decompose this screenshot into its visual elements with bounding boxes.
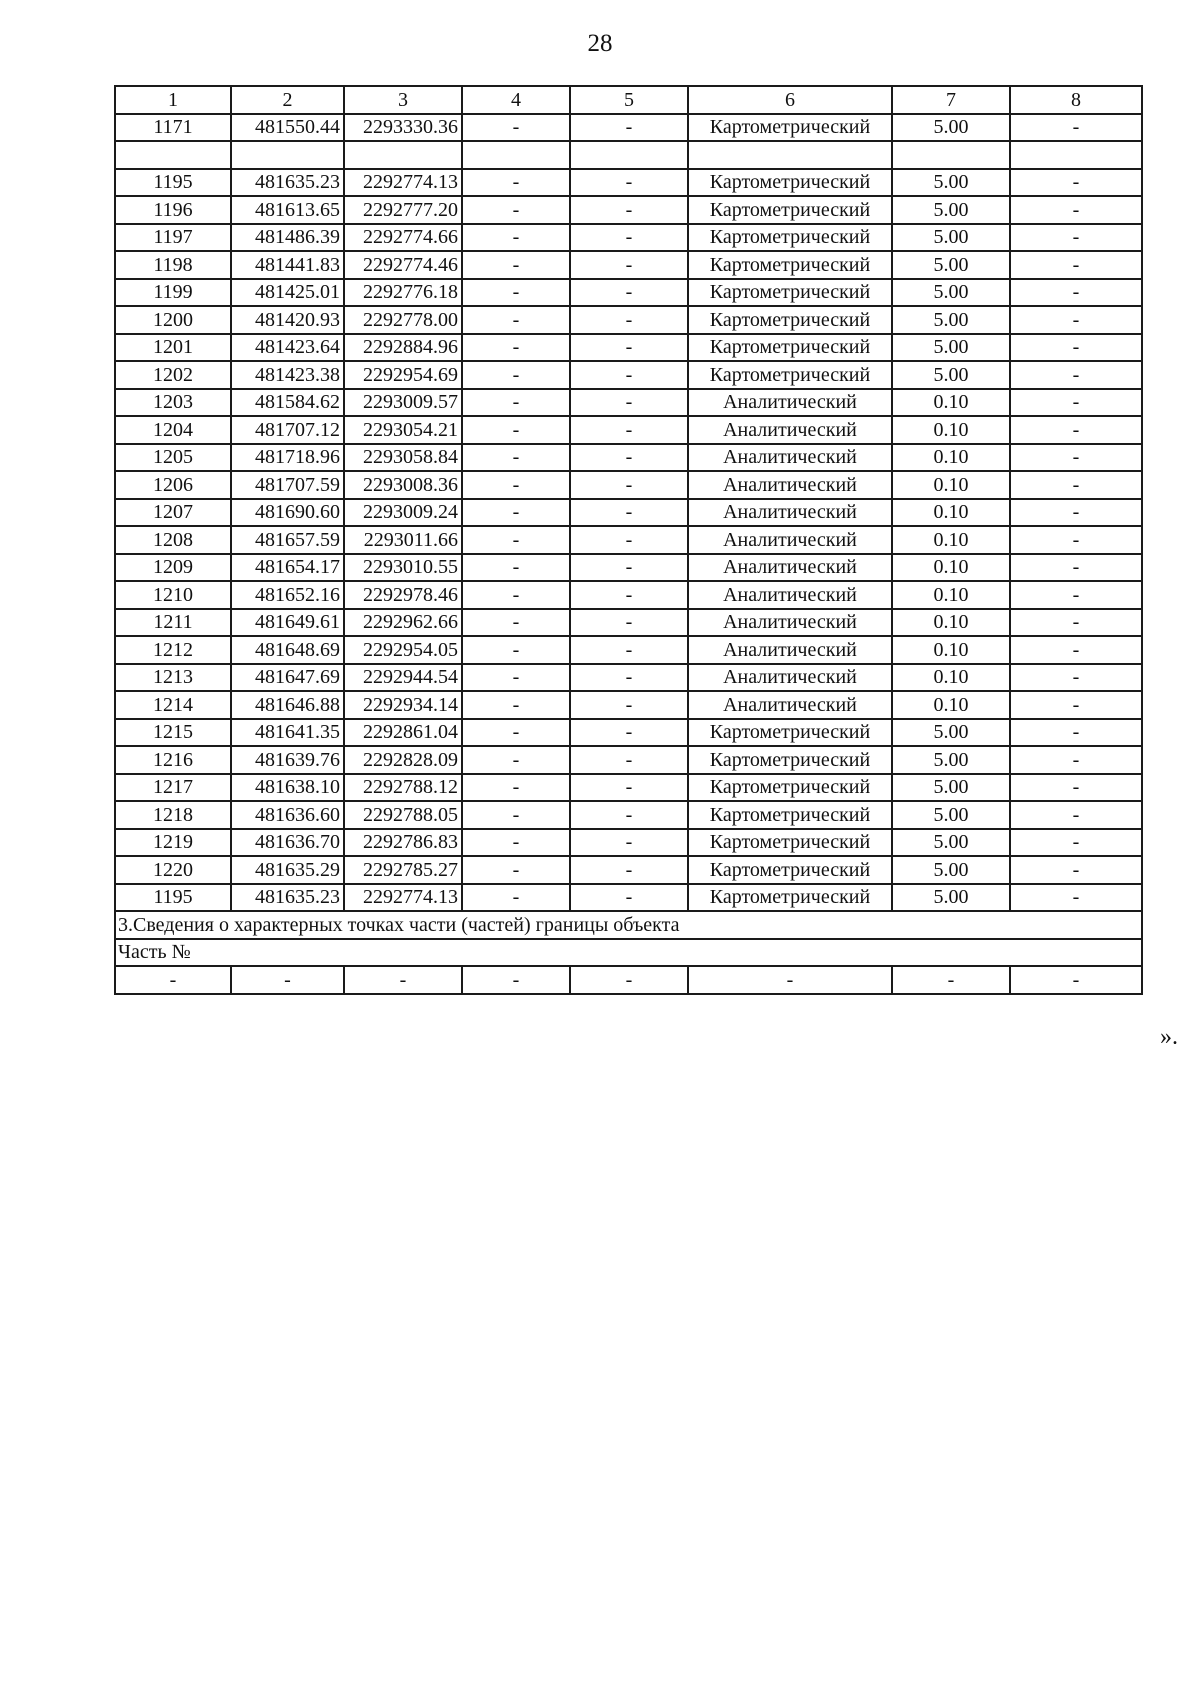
x-coordinate-cell: 481639.76 bbox=[231, 746, 344, 774]
col4-cell: - bbox=[462, 114, 570, 142]
col4-cell: - bbox=[462, 664, 570, 692]
accuracy-cell: 0.10 bbox=[892, 526, 1010, 554]
col5-cell: - bbox=[570, 279, 688, 307]
col5-cell: - bbox=[570, 196, 688, 224]
col4-cell: - bbox=[462, 884, 570, 912]
final-row-cell: - bbox=[115, 966, 231, 994]
x-coordinate-cell: 481550.44 bbox=[231, 114, 344, 142]
y-coordinate-cell: 2292828.09 bbox=[344, 746, 462, 774]
col5-cell: - bbox=[570, 636, 688, 664]
col4-cell: - bbox=[462, 169, 570, 197]
y-coordinate-cell: 2292884.96 bbox=[344, 334, 462, 362]
y-coordinate-cell: 2292944.54 bbox=[344, 664, 462, 692]
col8-cell: - bbox=[1010, 719, 1142, 747]
col4-cell: - bbox=[462, 801, 570, 829]
col8-cell: - bbox=[1010, 664, 1142, 692]
col8-cell: - bbox=[1010, 554, 1142, 582]
col5-cell: - bbox=[570, 746, 688, 774]
accuracy-cell: 5.00 bbox=[892, 884, 1010, 912]
accuracy-cell: 5.00 bbox=[892, 361, 1010, 389]
col5-cell: - bbox=[570, 691, 688, 719]
point-number-cell: 1213 bbox=[115, 664, 231, 692]
x-coordinate-cell: 481707.59 bbox=[231, 471, 344, 499]
y-coordinate-cell: 2292774.13 bbox=[344, 884, 462, 912]
table-row bbox=[115, 196, 1142, 224]
col8-cell: - bbox=[1010, 609, 1142, 637]
method-cell: Картометрический bbox=[688, 224, 892, 252]
point-number-cell: 1209 bbox=[115, 554, 231, 582]
table-row bbox=[115, 691, 1142, 719]
x-coordinate-cell: 481647.69 bbox=[231, 664, 344, 692]
table-row bbox=[115, 169, 1142, 197]
table-row bbox=[115, 801, 1142, 829]
accuracy-cell: 5.00 bbox=[892, 719, 1010, 747]
col8-cell: - bbox=[1010, 526, 1142, 554]
col4-cell: - bbox=[462, 856, 570, 884]
x-coordinate-cell: 481441.83 bbox=[231, 251, 344, 279]
point-number-cell: 1204 bbox=[115, 416, 231, 444]
col4-cell: - bbox=[462, 471, 570, 499]
accuracy-cell: 0.10 bbox=[892, 664, 1010, 692]
x-coordinate-cell: 481425.01 bbox=[231, 279, 344, 307]
method-cell: Картометрический bbox=[688, 334, 892, 362]
x-coordinate-cell: 481584.62 bbox=[231, 389, 344, 417]
method-cell: Картометрический bbox=[688, 746, 892, 774]
x-coordinate-cell: 481648.69 bbox=[231, 636, 344, 664]
col4-cell: - bbox=[462, 719, 570, 747]
col5-cell: - bbox=[570, 334, 688, 362]
y-coordinate-cell: 2292954.05 bbox=[344, 636, 462, 664]
col8-cell: - bbox=[1010, 856, 1142, 884]
col5-cell: - bbox=[570, 224, 688, 252]
col4-cell bbox=[462, 141, 570, 169]
point-number-cell: 1197 bbox=[115, 224, 231, 252]
method-cell: Аналитический bbox=[688, 664, 892, 692]
accuracy-cell: 0.10 bbox=[892, 471, 1010, 499]
accuracy-cell: 0.10 bbox=[892, 691, 1010, 719]
accuracy-cell: 0.10 bbox=[892, 416, 1010, 444]
method-cell: Картометрический bbox=[688, 856, 892, 884]
method-cell: Аналитический bbox=[688, 554, 892, 582]
table-row bbox=[115, 251, 1142, 279]
table-row bbox=[115, 306, 1142, 334]
header-cell: 2 bbox=[231, 86, 344, 114]
accuracy-cell: 0.10 bbox=[892, 554, 1010, 582]
point-number-cell: 1206 bbox=[115, 471, 231, 499]
accuracy-cell: 5.00 bbox=[892, 306, 1010, 334]
table-row bbox=[115, 609, 1142, 637]
col8-cell: - bbox=[1010, 884, 1142, 912]
table-row bbox=[115, 279, 1142, 307]
y-coordinate-cell: 2293330.36 bbox=[344, 114, 462, 142]
col4-cell: - bbox=[462, 691, 570, 719]
col8-cell: - bbox=[1010, 691, 1142, 719]
table-row bbox=[115, 334, 1142, 362]
y-coordinate-cell: 2292776.18 bbox=[344, 279, 462, 307]
accuracy-cell: 5.00 bbox=[892, 224, 1010, 252]
method-cell: Аналитический bbox=[688, 581, 892, 609]
col4-cell: - bbox=[462, 279, 570, 307]
col5-cell: - bbox=[570, 251, 688, 279]
y-coordinate-cell bbox=[344, 141, 462, 169]
col5-cell: - bbox=[570, 361, 688, 389]
x-coordinate-cell: 481636.60 bbox=[231, 801, 344, 829]
accuracy-cell: 5.00 bbox=[892, 334, 1010, 362]
point-number-cell: 1219 bbox=[115, 829, 231, 857]
table-row bbox=[115, 719, 1142, 747]
final-row-cell: - bbox=[231, 966, 344, 994]
y-coordinate-cell: 2292978.46 bbox=[344, 581, 462, 609]
point-number-cell: 1212 bbox=[115, 636, 231, 664]
accuracy-cell: 0.10 bbox=[892, 444, 1010, 472]
col5-cell bbox=[570, 141, 688, 169]
method-cell: Картометрический bbox=[688, 114, 892, 142]
col5-cell: - bbox=[570, 609, 688, 637]
method-cell: Картометрический bbox=[688, 361, 892, 389]
col4-cell: - bbox=[462, 306, 570, 334]
col4-cell: - bbox=[462, 526, 570, 554]
header-cell: 3 bbox=[344, 86, 462, 114]
method-cell: Аналитический bbox=[688, 471, 892, 499]
x-coordinate-cell: 481613.65 bbox=[231, 196, 344, 224]
col8-cell: - bbox=[1010, 581, 1142, 609]
closing-quote-mark: ». bbox=[1160, 1024, 1178, 1050]
col5-cell: - bbox=[570, 664, 688, 692]
point-number-cell: 1216 bbox=[115, 746, 231, 774]
table-row bbox=[115, 746, 1142, 774]
accuracy-cell: 0.10 bbox=[892, 389, 1010, 417]
accuracy-cell bbox=[892, 141, 1010, 169]
y-coordinate-cell: 2292778.00 bbox=[344, 306, 462, 334]
header-cell: 4 bbox=[462, 86, 570, 114]
y-coordinate-cell: 2293011.66 bbox=[344, 526, 462, 554]
col8-cell: - bbox=[1010, 361, 1142, 389]
point-number-cell: 1218 bbox=[115, 801, 231, 829]
col5-cell: - bbox=[570, 801, 688, 829]
col5-cell: - bbox=[570, 856, 688, 884]
y-coordinate-cell: 2293009.24 bbox=[344, 499, 462, 527]
col4-cell: - bbox=[462, 554, 570, 582]
x-coordinate-cell: 481641.35 bbox=[231, 719, 344, 747]
table-row bbox=[115, 141, 1142, 169]
method-cell: Аналитический bbox=[688, 444, 892, 472]
point-number-cell: 1211 bbox=[115, 609, 231, 637]
y-coordinate-cell: 2293010.55 bbox=[344, 554, 462, 582]
header-cell: 8 bbox=[1010, 86, 1142, 114]
table-header-row bbox=[115, 86, 1142, 114]
col5-cell: - bbox=[570, 389, 688, 417]
x-coordinate-cell: 481652.16 bbox=[231, 581, 344, 609]
final-row-cell: - bbox=[570, 966, 688, 994]
x-coordinate-cell: 481635.29 bbox=[231, 856, 344, 884]
point-number-cell: 1210 bbox=[115, 581, 231, 609]
x-coordinate-cell: 481635.23 bbox=[231, 884, 344, 912]
header-cell: 6 bbox=[688, 86, 892, 114]
accuracy-cell: 0.10 bbox=[892, 636, 1010, 664]
table-row bbox=[115, 664, 1142, 692]
point-number-cell: 1207 bbox=[115, 499, 231, 527]
page-number: 28 bbox=[587, 30, 613, 57]
y-coordinate-cell: 2292774.46 bbox=[344, 251, 462, 279]
final-row bbox=[115, 966, 1142, 994]
y-coordinate-cell: 2292861.04 bbox=[344, 719, 462, 747]
table-row bbox=[115, 774, 1142, 802]
method-cell: Аналитический bbox=[688, 691, 892, 719]
col5-cell: - bbox=[570, 499, 688, 527]
point-number-cell: 1199 bbox=[115, 279, 231, 307]
point-number-cell: 1215 bbox=[115, 719, 231, 747]
col8-cell: - bbox=[1010, 416, 1142, 444]
method-cell: Картометрический bbox=[688, 719, 892, 747]
x-coordinate-cell: 481423.38 bbox=[231, 361, 344, 389]
x-coordinate-cell: 481423.64 bbox=[231, 334, 344, 362]
col5-cell: - bbox=[570, 526, 688, 554]
point-number-cell: 1205 bbox=[115, 444, 231, 472]
col4-cell: - bbox=[462, 636, 570, 664]
x-coordinate-cell: 481486.39 bbox=[231, 224, 344, 252]
y-coordinate-cell: 2293008.36 bbox=[344, 471, 462, 499]
col5-cell: - bbox=[570, 774, 688, 802]
method-cell: Аналитический bbox=[688, 636, 892, 664]
accuracy-cell: 0.10 bbox=[892, 609, 1010, 637]
final-row-cell: - bbox=[344, 966, 462, 994]
table-row bbox=[115, 114, 1142, 142]
col8-cell: - bbox=[1010, 801, 1142, 829]
accuracy-cell: 5.00 bbox=[892, 774, 1010, 802]
accuracy-cell: 5.00 bbox=[892, 801, 1010, 829]
col4-cell: - bbox=[462, 389, 570, 417]
table-row bbox=[115, 554, 1142, 582]
point-number-cell: 1196 bbox=[115, 196, 231, 224]
table-row bbox=[115, 636, 1142, 664]
col8-cell: - bbox=[1010, 224, 1142, 252]
point-number-cell: 1208 bbox=[115, 526, 231, 554]
point-number-cell: 1201 bbox=[115, 334, 231, 362]
table-row bbox=[115, 361, 1142, 389]
y-coordinate-cell: 2292788.12 bbox=[344, 774, 462, 802]
y-coordinate-cell: 2292788.05 bbox=[344, 801, 462, 829]
y-coordinate-cell: 2292934.14 bbox=[344, 691, 462, 719]
col5-cell: - bbox=[570, 884, 688, 912]
table-row bbox=[115, 884, 1142, 912]
col4-cell: - bbox=[462, 334, 570, 362]
col8-cell: - bbox=[1010, 774, 1142, 802]
col4-cell: - bbox=[462, 251, 570, 279]
col8-cell: - bbox=[1010, 279, 1142, 307]
table-row bbox=[115, 526, 1142, 554]
table-body bbox=[115, 86, 1142, 994]
accuracy-cell: 5.00 bbox=[892, 829, 1010, 857]
x-coordinate-cell: 481657.59 bbox=[231, 526, 344, 554]
method-cell bbox=[688, 141, 892, 169]
x-coordinate-cell: 481654.17 bbox=[231, 554, 344, 582]
method-cell: Аналитический bbox=[688, 499, 892, 527]
col4-cell: - bbox=[462, 444, 570, 472]
col8-cell: - bbox=[1010, 196, 1142, 224]
coordinates-table bbox=[114, 85, 1143, 995]
col8-cell: - bbox=[1010, 746, 1142, 774]
col4-cell: - bbox=[462, 416, 570, 444]
y-coordinate-cell: 2292785.27 bbox=[344, 856, 462, 884]
y-coordinate-cell: 2292774.66 bbox=[344, 224, 462, 252]
y-coordinate-cell: 2293009.57 bbox=[344, 389, 462, 417]
col5-cell: - bbox=[570, 306, 688, 334]
x-coordinate-cell: 481420.93 bbox=[231, 306, 344, 334]
method-cell: Аналитический bbox=[688, 609, 892, 637]
col4-cell: - bbox=[462, 361, 570, 389]
point-number-cell: 1200 bbox=[115, 306, 231, 334]
col8-cell: - bbox=[1010, 444, 1142, 472]
col5-cell: - bbox=[570, 444, 688, 472]
col8-cell: - bbox=[1010, 389, 1142, 417]
table-row bbox=[115, 224, 1142, 252]
y-coordinate-cell: 2292962.66 bbox=[344, 609, 462, 637]
point-number-cell: 1220 bbox=[115, 856, 231, 884]
method-cell: Аналитический bbox=[688, 389, 892, 417]
final-row-cell: - bbox=[892, 966, 1010, 994]
point-number-cell: 1198 bbox=[115, 251, 231, 279]
col5-cell: - bbox=[570, 471, 688, 499]
col8-cell: - bbox=[1010, 251, 1142, 279]
col8-cell: - bbox=[1010, 829, 1142, 857]
table-row bbox=[115, 581, 1142, 609]
table-row bbox=[115, 829, 1142, 857]
method-cell: Картометрический bbox=[688, 306, 892, 334]
col5-cell: - bbox=[570, 554, 688, 582]
method-cell: Аналитический bbox=[688, 526, 892, 554]
header-cell: 1 bbox=[115, 86, 231, 114]
col8-cell: - bbox=[1010, 114, 1142, 142]
accuracy-cell: 5.00 bbox=[892, 856, 1010, 884]
y-coordinate-cell: 2293054.21 bbox=[344, 416, 462, 444]
method-cell: Аналитический bbox=[688, 416, 892, 444]
method-cell: Картометрический bbox=[688, 884, 892, 912]
accuracy-cell: 5.00 bbox=[892, 746, 1010, 774]
col4-cell: - bbox=[462, 774, 570, 802]
final-row-cell: - bbox=[688, 966, 892, 994]
col4-cell: - bbox=[462, 196, 570, 224]
method-cell: Картометрический bbox=[688, 196, 892, 224]
final-row-cell: - bbox=[462, 966, 570, 994]
part-label: Часть № bbox=[115, 939, 1142, 967]
col5-cell: - bbox=[570, 114, 688, 142]
col4-cell: - bbox=[462, 746, 570, 774]
point-number-cell: 1214 bbox=[115, 691, 231, 719]
method-cell: Картометрический bbox=[688, 279, 892, 307]
y-coordinate-cell: 2292954.69 bbox=[344, 361, 462, 389]
point-number-cell bbox=[115, 141, 231, 169]
point-number-cell: 1171 bbox=[115, 114, 231, 142]
col5-cell: - bbox=[570, 719, 688, 747]
method-cell: Картометрический bbox=[688, 829, 892, 857]
col8-cell bbox=[1010, 141, 1142, 169]
point-number-cell: 1203 bbox=[115, 389, 231, 417]
x-coordinate-cell: 481690.60 bbox=[231, 499, 344, 527]
part-label-row bbox=[115, 939, 1142, 967]
x-coordinate-cell: 481646.88 bbox=[231, 691, 344, 719]
point-number-cell: 1217 bbox=[115, 774, 231, 802]
x-coordinate-cell: 481635.23 bbox=[231, 169, 344, 197]
table-row bbox=[115, 416, 1142, 444]
x-coordinate-cell: 481718.96 bbox=[231, 444, 344, 472]
y-coordinate-cell: 2292786.83 bbox=[344, 829, 462, 857]
section-title-row bbox=[115, 911, 1142, 939]
x-coordinate-cell bbox=[231, 141, 344, 169]
accuracy-cell: 5.00 bbox=[892, 114, 1010, 142]
method-cell: Картометрический bbox=[688, 774, 892, 802]
col4-cell: - bbox=[462, 609, 570, 637]
accuracy-cell: 0.10 bbox=[892, 499, 1010, 527]
table-row bbox=[115, 499, 1142, 527]
col4-cell: - bbox=[462, 499, 570, 527]
header-cell: 7 bbox=[892, 86, 1010, 114]
method-cell: Картометрический bbox=[688, 251, 892, 279]
point-number-cell: 1195 bbox=[115, 884, 231, 912]
table-row bbox=[115, 444, 1142, 472]
table-row bbox=[115, 856, 1142, 884]
col8-cell: - bbox=[1010, 471, 1142, 499]
col8-cell: - bbox=[1010, 636, 1142, 664]
x-coordinate-cell: 481638.10 bbox=[231, 774, 344, 802]
accuracy-cell: 5.00 bbox=[892, 251, 1010, 279]
col4-cell: - bbox=[462, 224, 570, 252]
point-number-cell: 1202 bbox=[115, 361, 231, 389]
x-coordinate-cell: 481636.70 bbox=[231, 829, 344, 857]
x-coordinate-cell: 481649.61 bbox=[231, 609, 344, 637]
final-row-cell: - bbox=[1010, 966, 1142, 994]
y-coordinate-cell: 2292774.13 bbox=[344, 169, 462, 197]
col8-cell: - bbox=[1010, 499, 1142, 527]
accuracy-cell: 5.00 bbox=[892, 169, 1010, 197]
col8-cell: - bbox=[1010, 169, 1142, 197]
col5-cell: - bbox=[570, 169, 688, 197]
point-number-cell: 1195 bbox=[115, 169, 231, 197]
x-coordinate-cell: 481707.12 bbox=[231, 416, 344, 444]
y-coordinate-cell: 2293058.84 bbox=[344, 444, 462, 472]
col5-cell: - bbox=[570, 581, 688, 609]
table-row bbox=[115, 471, 1142, 499]
col8-cell: - bbox=[1010, 306, 1142, 334]
y-coordinate-cell: 2292777.20 bbox=[344, 196, 462, 224]
col5-cell: - bbox=[570, 829, 688, 857]
col5-cell: - bbox=[570, 416, 688, 444]
method-cell: Картометрический bbox=[688, 169, 892, 197]
section-title: 3.Сведения о характерных точках части (частей) границы объекта bbox=[115, 911, 1142, 939]
header-cell: 5 bbox=[570, 86, 688, 114]
method-cell: Картометрический bbox=[688, 801, 892, 829]
col4-cell: - bbox=[462, 581, 570, 609]
col4-cell: - bbox=[462, 829, 570, 857]
table-row bbox=[115, 389, 1142, 417]
accuracy-cell: 0.10 bbox=[892, 581, 1010, 609]
col8-cell: - bbox=[1010, 334, 1142, 362]
accuracy-cell: 5.00 bbox=[892, 279, 1010, 307]
accuracy-cell: 5.00 bbox=[892, 196, 1010, 224]
